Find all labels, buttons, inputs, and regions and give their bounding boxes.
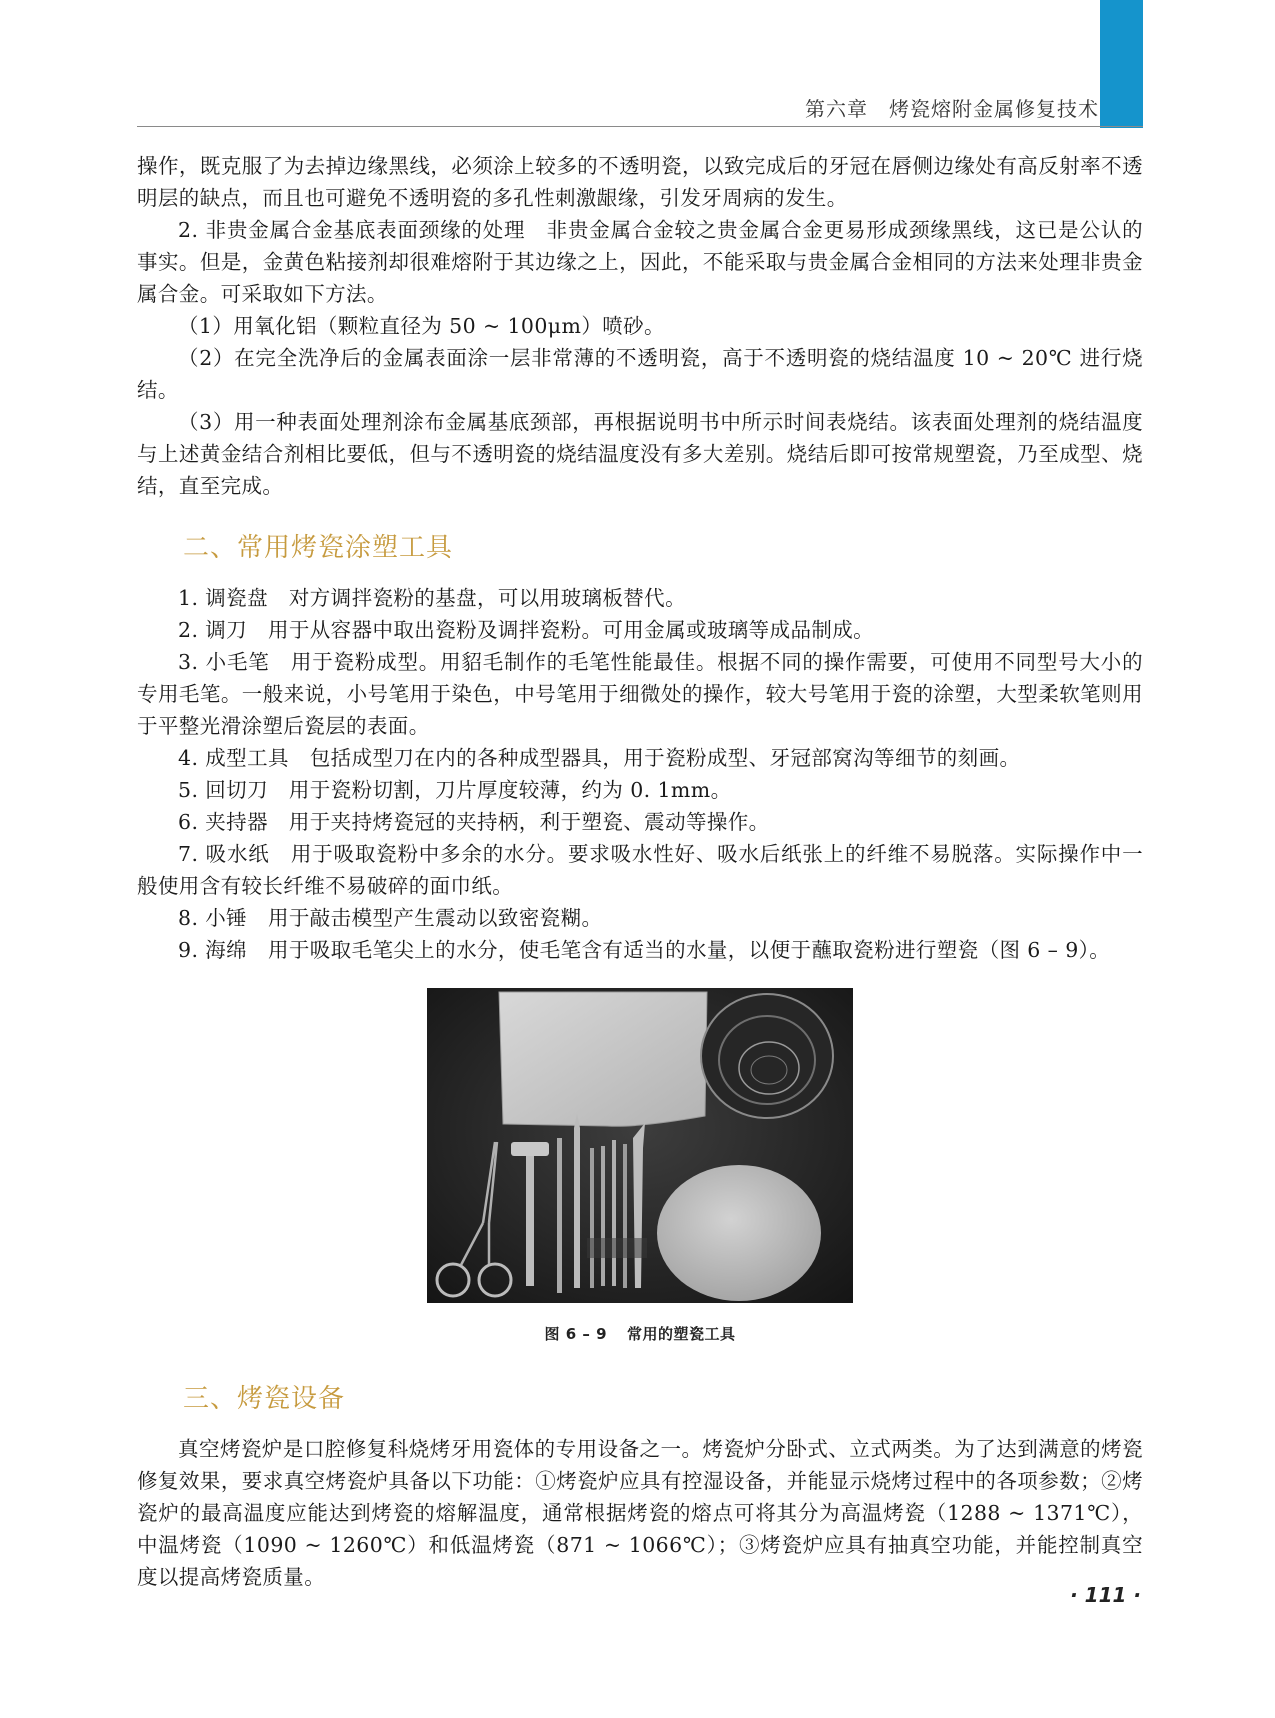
- tool-item-9: 9. 海绵 用于吸取毛笔尖上的水分，使毛笔含有适当的水量，以便于蘸取瓷粉进行塑瓷（图 6 – 9）。: [178, 938, 1111, 962]
- section-heading-tools: 二、常用烤瓷涂塑工具: [183, 533, 454, 563]
- paragraph-nonprecious-alloy: 2. 非贵金属合金基底表面颈缘的处理 非贵金属合金较之贵金属合金更易形成颈缘黑线，这已是公认的事实。但是，金黄色粘接剂却很难熔附于其边缘之上，因此，不能采取与贵金属合金相同的方法来处理非贵金属合金。可采取如下方法。: [137, 218, 1143, 306]
- page-content: [137, 150, 1143, 1593]
- page-number: · 111 ·: [1070, 1583, 1141, 1607]
- tool-item-7: 7. 吸水纸 用于吸取瓷粉中多余的水分。要求吸水性好、吸水后纸张上的纤维不易脱落。实际操作中一般使用含有较长纤维不易破碎的面巾纸。: [137, 842, 1143, 898]
- tool-item-8: 8. 小锤 用于敲击模型产生震动以致密瓷糊。: [178, 906, 603, 930]
- method-3: （3）用一种表面处理剂涂布金属基底颈部，再根据说明书中所示时间表烧结。该表面处理剂的烧结温度与上述黄金结合剂相比要低，但与不透明瓷的烧结温度没有多大差别。烧结后即可按常规塑瓷，乃至成型、烧结，直至完成。: [137, 410, 1143, 498]
- tool-item-5: 5. 回切刀 用于瓷粉切割，刀片厚度较薄，约为 0. 1mm。: [178, 778, 732, 802]
- figure-caption: [427, 1323, 853, 1344]
- figure-number: 图 6 – 9: [544, 1325, 608, 1343]
- method-1: （1）用氧化铝（颗粒直径为 50 ~ 100μm）喷砂。: [178, 314, 665, 338]
- running-header: 第六章 烤瓷熔附金属修复技术: [805, 97, 1099, 121]
- tool-item-6: 6. 夹持器 用于夹持烤瓷冠的夹持柄，利于塑瓷、震动等操作。: [178, 810, 770, 834]
- header-rule: [137, 126, 1143, 127]
- tool-item-1: 1. 调瓷盘 对方调拌瓷粉的基盘，可以用玻璃板替代。: [178, 586, 686, 610]
- section-heading-equipment: 三、烤瓷设备: [183, 1384, 346, 1414]
- tool-item-4: 4. 成型工具 包括成型刀在内的各种成型器具，用于瓷粉成型、牙冠部窝沟等细节的刻画。: [178, 746, 1021, 770]
- porcelain-tools-photo: [427, 988, 853, 1303]
- method-2: （2）在完全洗净后的金属表面涂一层非常薄的不透明瓷，高于不透明瓷的烧结温度 10 ~ 20℃ 进行烧结。: [137, 346, 1143, 402]
- tool-item-2: 2. 调刀 用于从容器中取出瓷粉及调拌瓷粉。可用金属或玻璃等成品制成。: [178, 618, 875, 642]
- figure-6-9: [427, 988, 853, 1344]
- paragraph-porcelain-furnace: 真空烤瓷炉是口腔修复科烧烤牙用瓷体的专用设备之一。烤瓷炉分卧式、立式两类。为了达到满意的烤瓷修复效果，要求真空烤瓷炉具备以下功能：①烤瓷炉应具有控湿设备，并能显示烧烤过程中的各项参数；②烤瓷炉的最高温度应能达到烤瓷的熔解温度，通常根据烤瓷的熔点可将其分为高温烤瓷（1288 ~ 1371℃），中温烤瓷（1090 ~ 1260℃）和低温烤瓷（871 ~ 1066℃）；③烤瓷炉应具有抽真空功能，并能控制真空度以提高烤瓷质量。: [137, 1437, 1143, 1589]
- tool-item-3: 3. 小毛笔 用于瓷粉成型。用貂毛制作的毛笔性能最佳。根据不同的操作需要，可使用不同型号大小的专用毛笔。一般来说，小号笔用于染色，中号笔用于细微处的操作，较大号笔用于瓷的涂塑，大型柔软笔则用于平整光滑涂塑后瓷层的表面。: [137, 650, 1143, 738]
- chapter-color-tab: [1100, 0, 1143, 128]
- paragraph-continuation: 操作，既克服了为去掉边缘黑线，必须涂上较多的不透明瓷，以致完成后的牙冠在唇侧边缘处有高反射率不透明层的缺点，而且也可避免不透明瓷的多孔性刺激龈缘，引发牙周病的发生。: [137, 154, 1143, 210]
- figure-caption-text: 常用的塑瓷工具: [627, 1325, 736, 1343]
